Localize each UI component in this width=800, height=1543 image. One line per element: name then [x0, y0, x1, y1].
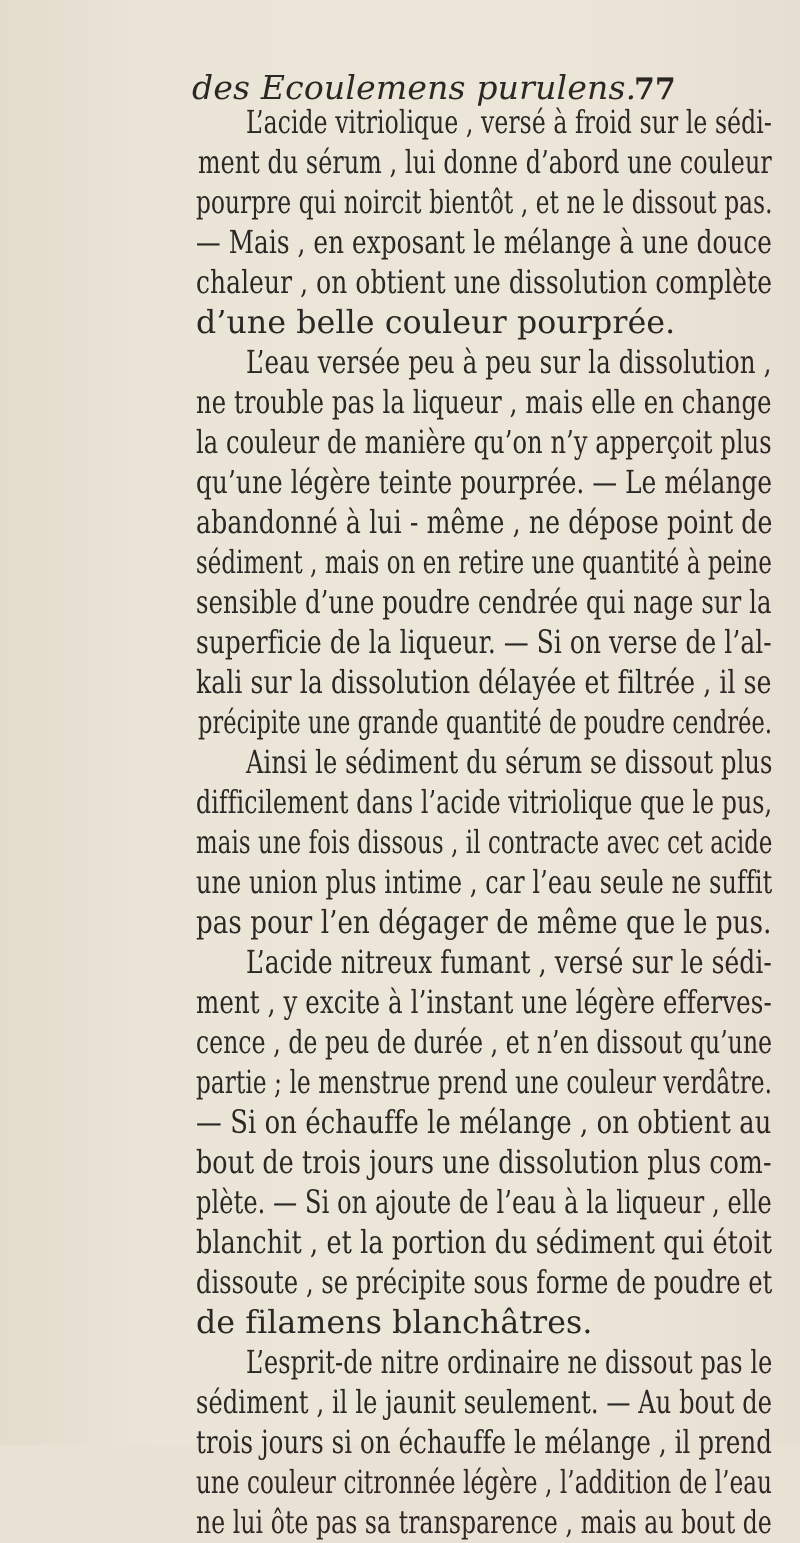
text-line: mais une fois dissous , il contracte avec cet acide [196, 825, 773, 861]
running-head: des Ecoulemens purulens. [192, 68, 637, 107]
text-line: difficilement dans l’acide vitriolique que le pus, [196, 785, 773, 821]
text-line: pourpre qui noircit bientôt , et ne le dissout pas. [196, 185, 773, 221]
text-line: ment , y excite à l’instant une légère efferves- [196, 985, 772, 1021]
text-line: ne lui ôte pas sa transparence , mais au bout de [196, 1505, 772, 1541]
text-line: — Si on échauffe le mélange , on obtient au [196, 1105, 772, 1141]
text-line: une union plus intime , car l’eau seule ne suffit [196, 865, 773, 901]
text-line: qu’une légère teinte pourprée. — Le mélange [196, 465, 773, 501]
text-line: L’acide vitriolique , versé à froid sur le sédi- [246, 105, 772, 141]
text-line: L’esprit-de nitre ordinaire ne dissout pas le [246, 1345, 773, 1381]
text-line: chaleur , on obtient une dissolution complète [196, 265, 773, 301]
text-line: une couleur citronnée légère , l’addition de l’eau [196, 1465, 773, 1501]
page-number: 77 [634, 72, 676, 107]
text-line: dissoute , se précipite sous forme de poudre et [196, 1265, 773, 1301]
text-line: la couleur de manière qu’on n’y apperçoit plus [196, 425, 772, 461]
text-line: superficie de la liqueur. — Si on verse de l’al- [196, 625, 772, 661]
text-line: trois jours si on échauffe le mélange , il prend [196, 1425, 773, 1461]
text-line: sédiment , il le jaunit seulement. — Au bout de [196, 1385, 773, 1421]
text-line: Ainsi le sédiment du sérum se dissout plus [246, 745, 773, 781]
text-line: d’une belle couleur pourprée. [196, 305, 676, 341]
text-line: blanchit , et la portion du sédiment qui étoit [196, 1225, 773, 1261]
text-line: L’eau versée peu à peu sur la dissolution , [246, 345, 772, 381]
text-line: sédiment , mais on en retire une quantité à peine [196, 545, 772, 581]
text-line: ment du sérum , lui donne d’abord une couleur [198, 145, 772, 181]
text-line: pas pour l’en dégager de même que le pus. [196, 905, 772, 941]
text-line: partie ; le menstrue prend une couleur verdâtre. [196, 1065, 773, 1101]
text-line: ne trouble pas la liqueur , mais elle en change [196, 385, 772, 421]
text-line: abandonné à lui - même , ne dépose point de [196, 505, 773, 541]
text-line: plète. — Si on ajoute de l’eau à la liqueur , elle [196, 1185, 772, 1221]
text-line: précipite une grande quantité de poudre cendrée. [198, 705, 773, 741]
text-line: — Mais , en exposant le mélange à une douce [196, 225, 773, 261]
text-line: bout de trois jours une dissolution plus com- [196, 1145, 772, 1181]
text-line: de filamens blanchâtres. [196, 1305, 593, 1341]
text-line: sensible d’une poudre cendrée qui nage sur la [196, 585, 772, 621]
text-line: L’acide nitreux fumant , versé sur le sédi- [246, 945, 772, 981]
text-line: cence , de peu de durée , et n’en dissout qu’une [196, 1025, 773, 1061]
page-header [0, 68, 800, 108]
text-line: kali sur la dissolution délayée et filtrée , il se [196, 665, 772, 701]
